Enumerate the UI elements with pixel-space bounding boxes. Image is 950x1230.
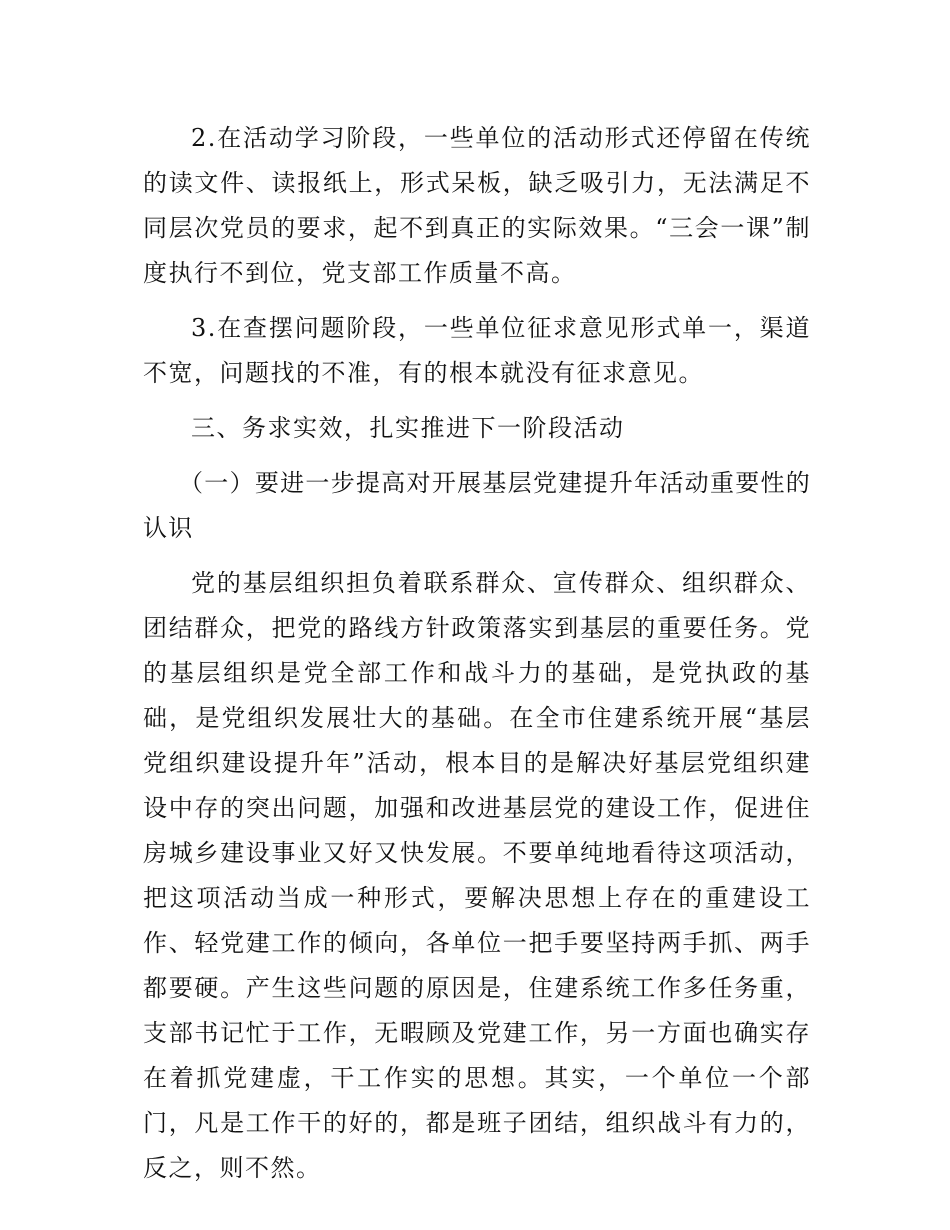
section-heading: 三、务求实效，扎实推进下一阶段活动	[191, 414, 625, 442]
document-body	[143, 116, 811, 1191]
paragraph-problem-stage: 3.在查摆问题阶段，一些单位征求意见形式单一，渠道不宽，问题找的不准，有的根本就没有征求意见。	[143, 314, 811, 387]
paragraph-party-organization: 党的基层组织担负着联系群众、宣传群众、组织群众、团结群众，把党的路线方针政策落实到基层的重要任务。党的基层组织是党全部工作和战斗力的基础，是党执政的基础，是党组织发展壮大的基础。在全市住建系统开展“基层党组织建设提升年”活动，根本目的是解决好基层党组织建设中存的突出问题，加强和改进基层党的建设工作，促进住房城乡建设事业又好又快发展。不要单纯地看待这项活动，把这项活动当成一种形式，要解决思想上存在的重建设工作、轻党建工作的倾向，各单位一把手要坚持两手抓、两手都要硬。产生这些问题的原因是，住建系统工作多任务重，支部书记忙于工作，无暇顾及党建工作，另一方面也确实存在着抓党建虚，干工作实的思想。其实，一个单位一个部门，凡是工作干的好的，都是班子团结，组织战斗有力的，反之，则不然。	[143, 569, 811, 1182]
paragraph-study-stage: 2.在活动学习阶段，一些单位的活动形式还停留在传统的读文件、读报纸上，形式呆板，缺乏吸引力，无法满足不同层次党员的要求，起不到真正的实际效果。“三会一课”制度执行不到位，党支部工作质量不高。	[143, 124, 811, 287]
subsection-heading: （一）要进一步提高对开展基层党建提升年活动重要性的认识	[143, 469, 811, 542]
